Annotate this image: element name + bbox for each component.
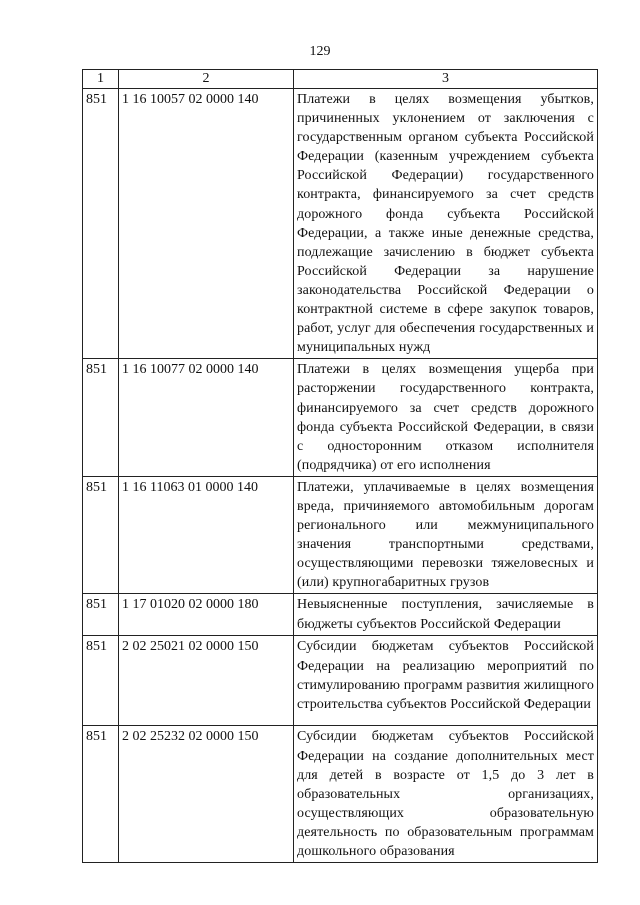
table-header-row xyxy=(83,70,598,89)
budget-code-cell: 2 02 25021 02 0000 150 xyxy=(119,636,294,726)
budget-code-cell: 2 02 25232 02 0000 150 xyxy=(119,726,294,863)
admin-code-cell: 851 xyxy=(83,476,119,594)
description-cell: Субсидии бюджетам субъектов Российской Федерации на реализацию мероприятий по стимулированию программ развития жилищного строительства субъектов Российской Федерации xyxy=(294,636,598,726)
description-cell: Субсидии бюджетам субъектов Российской Федерации на создание дополнительных мест для детей в возрасте от 1,5 до 3 лет в образовательных организациях, осуществляющих образовательную деятельность по образовательным программам дошкольного образования xyxy=(294,726,598,863)
table-row xyxy=(83,726,598,863)
description-cell: Платежи, уплачиваемые в целях возмещения вреда, причиняемого автомобильным дорогам регионального или межмуниципального значения транспортными средствами, осуществляющими перевозки тяжеловесных и (или) крупногабаритных грузов xyxy=(294,476,598,594)
page-number: 129 xyxy=(309,44,331,59)
table-row xyxy=(83,636,598,726)
budget-code-cell: 1 16 10077 02 0000 140 xyxy=(119,359,294,477)
column-header-3: 3 xyxy=(294,70,598,89)
table-row xyxy=(83,594,598,636)
description-cell: Платежи в целях возмещения ущерба при расторжении государственного контракта, финансируемого за счет средств дорожного фонда субъекта Российской Федерации, в связи с односторонним отказом исполнителя (подрядчика) от его исполнения xyxy=(294,359,598,477)
table-row xyxy=(83,359,598,477)
budget-classification-table xyxy=(82,69,598,863)
admin-code-cell: 851 xyxy=(83,359,119,477)
table-row xyxy=(83,476,598,594)
budget-code-cell: 1 17 01020 02 0000 180 xyxy=(119,594,294,636)
budget-code-cell: 1 16 10057 02 0000 140 xyxy=(119,89,294,359)
admin-code-cell: 851 xyxy=(83,594,119,636)
budget-code-cell: 1 16 11063 01 0000 140 xyxy=(119,476,294,594)
admin-code-cell: 851 xyxy=(83,636,119,726)
description-cell: Невыясненные поступления, зачисляемые в бюджеты субъектов Российской Федерации xyxy=(294,594,598,636)
table-row xyxy=(83,89,598,359)
admin-code-cell: 851 xyxy=(83,89,119,359)
column-header-1: 1 xyxy=(83,70,119,89)
admin-code-cell: 851 xyxy=(83,726,119,863)
description-cell: Платежи в целях возмещения убытков, причиненных уклонением от заключения с государственным органом субъекта Российской Федерации (казенным учреждением субъекта Российской Федерации) государственного контракта, финансируемого за счет средств дорожного фонда субъекта Российской Федерации, а также иные денежные средства, подлежащие зачислению в бюджет субъекта Российской Федерации за нарушение законодательства Российской Федерации о контрактной системе в сфере закупок товаров, работ, услуг для обеспечения государственных и муниципальных нужд xyxy=(294,89,598,359)
column-header-2: 2 xyxy=(119,70,294,89)
